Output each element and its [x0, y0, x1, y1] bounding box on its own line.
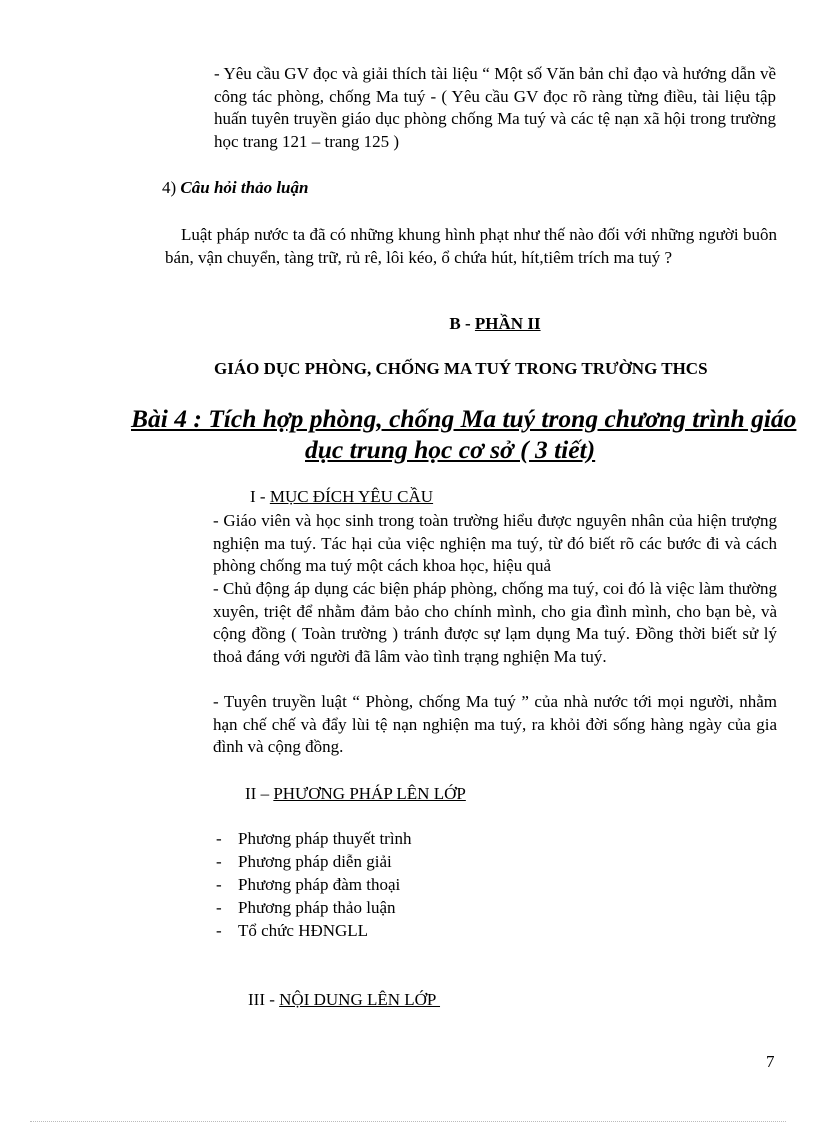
- section-3-heading: [248, 990, 440, 1010]
- method-item: Phương pháp thuyết trình: [238, 829, 412, 848]
- list-bullet: -: [216, 875, 222, 894]
- section-1-prefix: I -: [250, 487, 270, 506]
- part-heading: [0, 314, 816, 334]
- list-bullet: -: [216, 898, 222, 917]
- question-text: Luật pháp nước ta đã có những khung hình phạt như thế nào đối với những người buôn bán, vận chuyển, tàng trữ, rủ rê, lôi kéo, ổ chứa hút, hít,tiêm trích ma tuý ?: [165, 225, 777, 267]
- list-bullet: -: [216, 852, 222, 871]
- section-2-prefix: II –: [245, 784, 274, 803]
- question-heading: [162, 178, 308, 198]
- question-title: Câu hỏi thảo luận: [180, 178, 309, 197]
- method-item: Phương pháp thảo luận: [238, 898, 396, 917]
- section-3-prefix: III -: [248, 990, 280, 1009]
- section-2-heading: [245, 784, 466, 804]
- question-number: 4): [162, 178, 177, 197]
- part-heading-prefix: B -: [449, 314, 475, 333]
- part-heading-title: PHẦN II: [474, 314, 541, 333]
- section-1-title: MỤC ĐÍCH YÊU CẦU: [269, 487, 434, 506]
- list-bullet: -: [216, 921, 222, 940]
- section-1-para2: - Chủ động áp dụng các biện pháp phòng, chống ma tuý, coi đó là việc làm thường xuyên, triệt để nhằm đảm bảo cho chính mình, cho gia đình mình, cho bạn bè, và cộng đồng ( Toàn trường ) tránh được sự lạm dụng Ma tuý. Đồng thời biết sử lý thoả đáng với người đã lâm vào tình trạng nghiện Ma tuý.: [213, 579, 777, 666]
- lesson-title-line2: dục trung học cơ sở ( 3 tiết): [305, 435, 596, 464]
- page-bottom-divider: [30, 1121, 786, 1122]
- list-bullet: -: [216, 829, 222, 848]
- lesson-title-line1: Bài 4 : Tích hợp phòng, chống Ma tuý trong chương trình giáo: [131, 404, 797, 433]
- intro-paragraph: - Yêu cầu GV đọc và giải thích tài liệu “ Một số Văn bản chỉ đạo và hướng dẫn về công tác phòng, chống Ma tuý - ( Yêu cầu GV đọc rõ ràng từng điều, tài liệu tập huấn tuyên truyền giáo dục phòng chống Ma tuý và các tệ nạn xã hội trong trường học trang 121 – trang 125 ): [214, 64, 776, 151]
- section-1-para1: - Giáo viên và học sinh trong toàn trường hiểu được nguyên nhân của hiện trượng nghiện ma tuý. Tác hại của việc nghiện ma tuý, từ đó biết rõ các bước đi và cách phòng chống ma tuý một cách khoa học, hiệu quả: [213, 511, 777, 576]
- section-1-para3: - Tuyên truyền luật “ Phòng, chống Ma tuý ” của nhà nước tới mọi người, nhằm hạn chế chế và đẩy lùi tệ nạn nghiện ma tuý, ra khỏi đời sống hàng ngày của gia đình và cộng đồng.: [213, 692, 777, 757]
- section-subheading: GIÁO DỤC PHÒNG, CHỐNG MA TUÝ TRONG TRƯỜNG THCS: [214, 359, 708, 378]
- section-1-heading: [250, 487, 433, 507]
- section-3-title: NỘI DUNG LÊN LỚP: [279, 990, 441, 1009]
- method-item: Tổ chức HĐNGLL: [238, 921, 369, 940]
- method-item: Phương pháp diễn giải: [238, 852, 392, 871]
- page-number: 7: [766, 1052, 775, 1071]
- section-2-title: PHƯƠNG PHÁP LÊN LỚP: [273, 784, 466, 803]
- method-item: Phương pháp đàm thoại: [238, 875, 401, 894]
